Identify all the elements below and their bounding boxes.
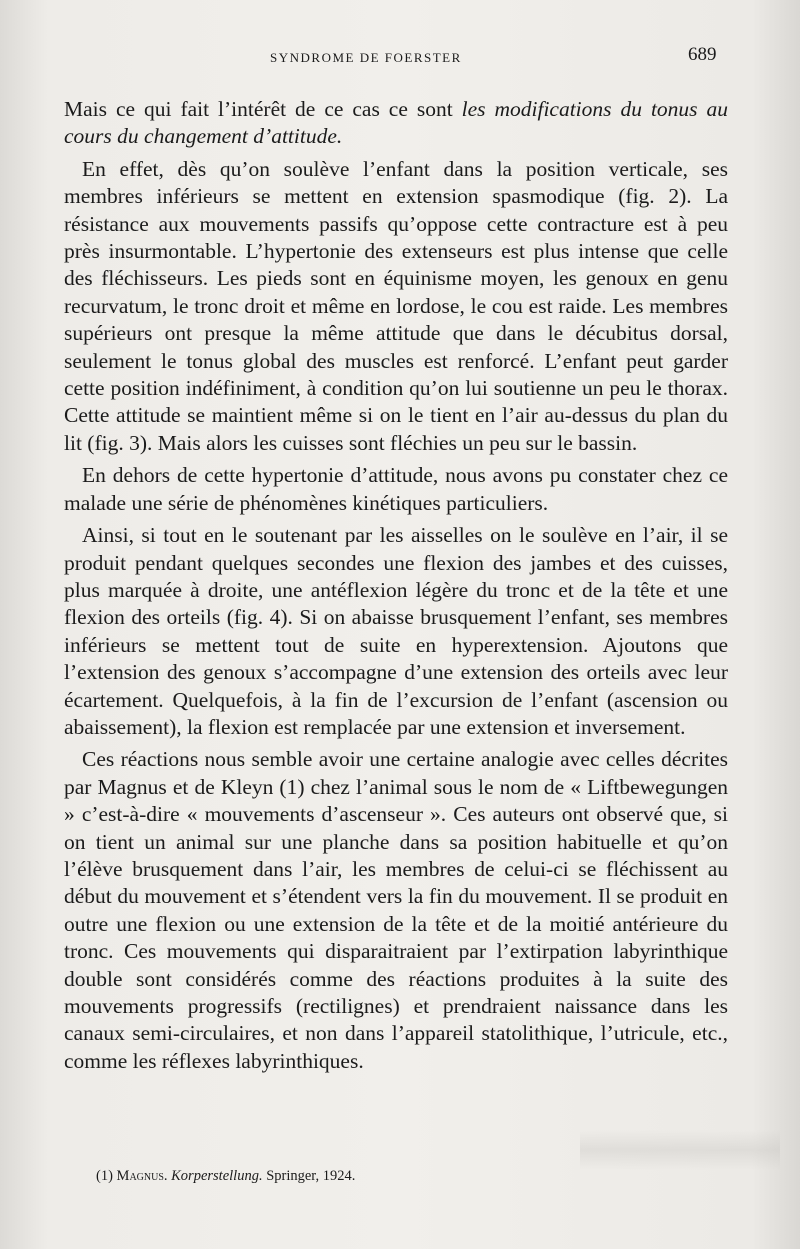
paragraph-1: [64, 96, 728, 151]
paragraph-5: Ces réactions nous semble avoir une certaine analogie avec celles décrites par Magnus et de Kleyn (1) chez l’animal sous le nom de « Liftbewegungen » c’est-à-dire « mouvements d’ascenseur ». Ces auteurs ont observé que, si on tient un animal sur une planche dans sa position habituelle et qu’on l’élève brusquement dans l’air, les membres de celui-ci se fléchissent au début du mouvement et s’étendent vers la fin du mouvement. Il se produit en outre une flexion ou une extension de la tête et de la moitié antérieure du tronc. Ces mouvements qui disparaitraient par l’extirpation labyrinthique double sont considérés comme des réactions produites à la suite des mouvements progressifs (rectilignes) et prendraient naissance dans les canaux semi-circulaires, et non dans l’appareil statolithique, l’utricule, etc., comme les réflexes labyrinthiques.: [64, 747, 728, 1073]
paragraph-1-emphasis: les modifications du tonus au cours du changement d’attitude.: [64, 97, 728, 149]
footnote-marker: (1): [96, 1168, 113, 1184]
footnote-publisher: Springer, 1924.: [266, 1168, 356, 1184]
paragraph-1-lead: Mais ce qui fait l’intérêt de ce cas ce sont: [64, 97, 462, 121]
body-text: [64, 96, 728, 1075]
page-number: 689: [688, 44, 717, 65]
footnote: [96, 1168, 716, 1185]
paragraph-2: En effet, dès qu’on soulève l’enfant dans la position verticale, ses membres inférieurs se mettent en extension spasmodique (fig. 2). La résistance aux mouvements passifs qu’oppose cette contracture est à peu près insurmontable. L’hypertonie des extenseurs est plus intense que celle des fléchisseurs. Les pieds sont en équinisme moyen, les genoux en genu recurvatum, le tronc droit et même en lordose, le cou est raide. Les membres supérieurs ont presque la même attitude que dans le décubitus dorsal, seulement le tonus global des muscles est renforcé. L’enfant peut garder cette position indéfiniment, à condition qu’on lui soutienne un peu le thorax. Cette attitude se maintient même si on le tient en l’air au-dessus du plan du lit (fig. 3). Mais alors les cuisses sont fléchies un peu sur le bassin.: [64, 156, 728, 455]
paragraph-3: En dehors de cette hypertonie d’attitude, nous avons pu constater chez ce malade une série de phénomènes kinétiques particuliers.: [64, 463, 728, 515]
show-through-shadow: [580, 1130, 780, 1170]
running-head: SYNDROME DE FOERSTER: [270, 50, 462, 65]
footnote-author: Magnus.: [116, 1168, 168, 1184]
paragraph-4: Ainsi, si tout en le soutenant par les aisselles on le soulève en l’air, il se produit pendant quelques secondes une flexion des jambes et des cuisses, plus marquée à droite, une antéflexion légère du tronc et de la tête et une flexion des orteils (fig. 4). Si on abaisse brusquement l’enfant, ses membres inférieurs se mettent tout de suite en hyperextension. Ajoutons que l’extension des genoux s’accompagne d’une extension des orteils avec leur écartement. Quelquefois, à la fin de l’excursion de l’enfant (ascension ou abaissement), la flexion est remplacée par une extension et inversement.: [64, 523, 728, 739]
footnote-title: Korperstellung.: [171, 1168, 263, 1184]
